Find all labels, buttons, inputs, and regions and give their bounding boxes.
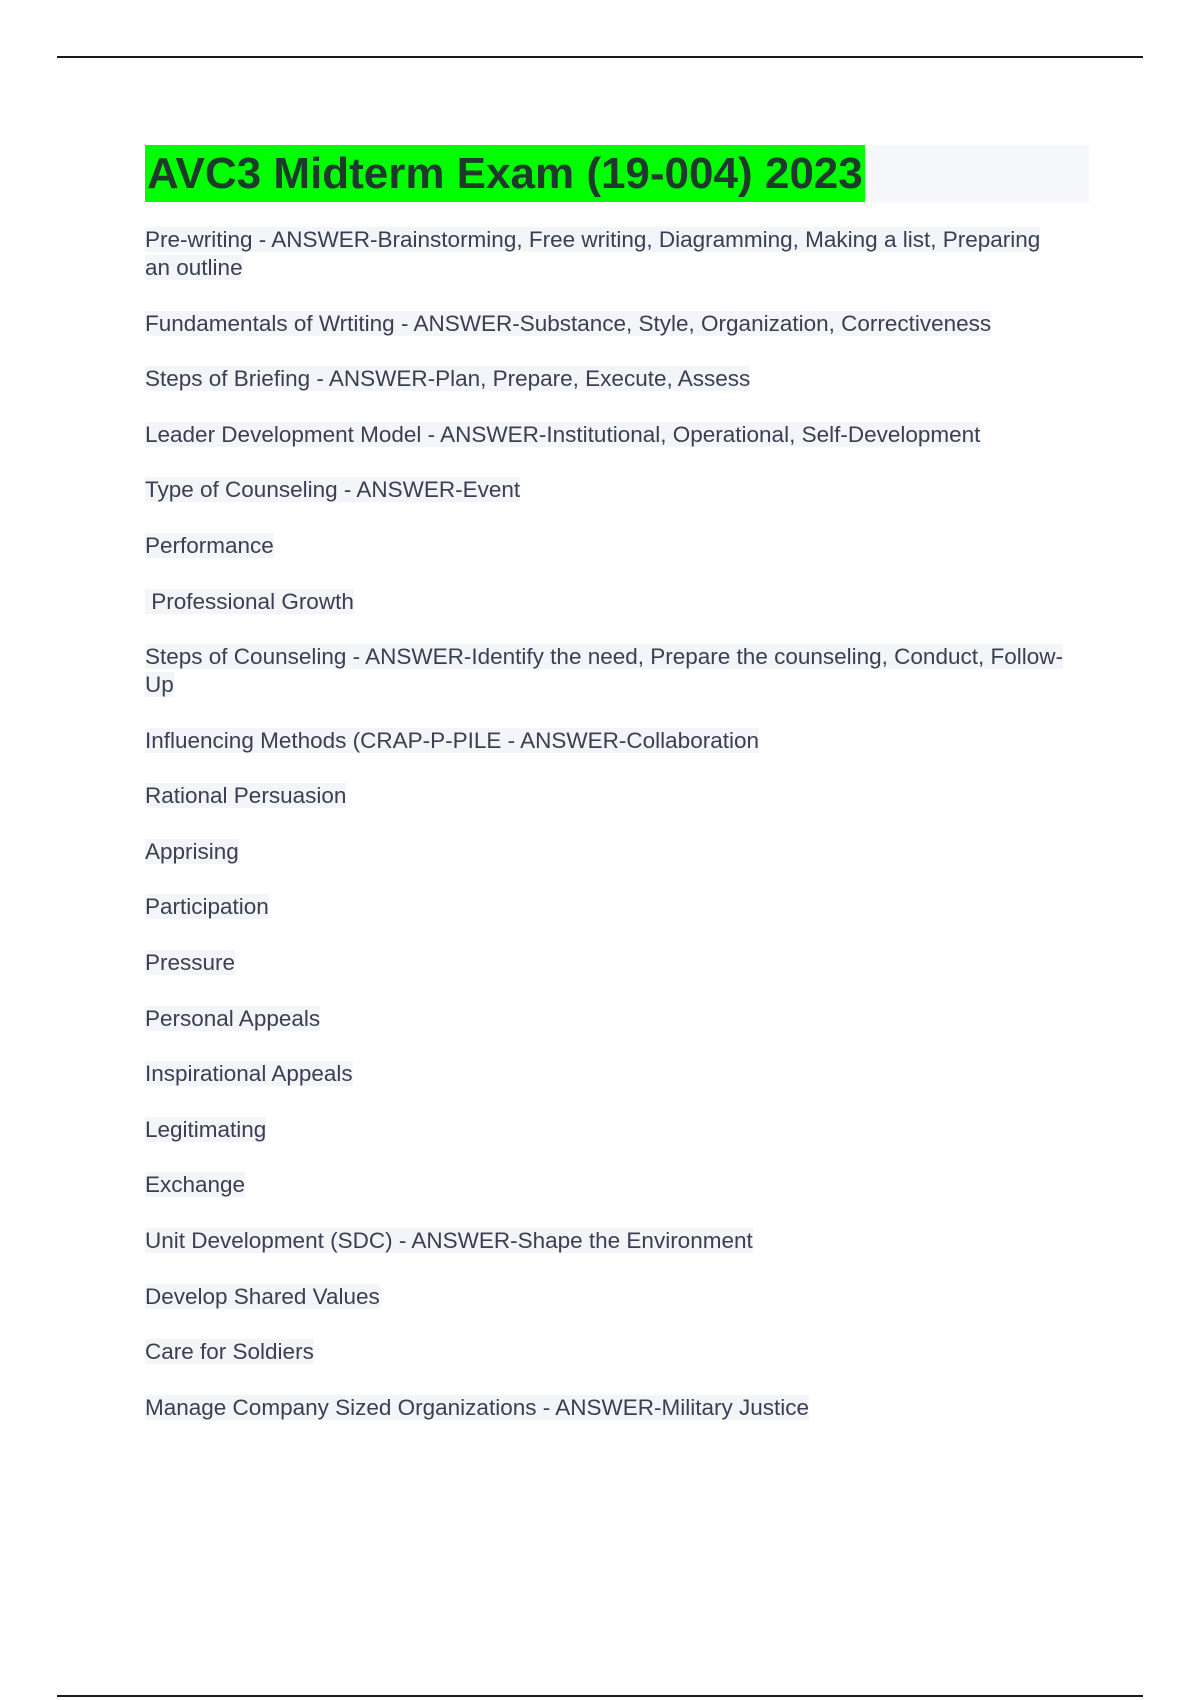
qa-entry: Participation (145, 894, 269, 919)
qa-entry: Leader Development Model - ANSWER-Institutional, Operational, Self-Development (145, 422, 981, 447)
qa-entry: Fundamentals of Wrtiting - ANSWER-Substance, Style, Organization, Correctiveness (145, 311, 992, 336)
qa-entry: Develop Shared Values (145, 1284, 380, 1309)
qa-entry: Steps of Counseling - ANSWER-Identify the need, Prepare the counseling, Conduct, Follow-Up (145, 644, 1063, 697)
document-title: AVC3 Midterm Exam (19-004) 2023 (145, 145, 865, 202)
qa-entry: Exchange (145, 1172, 246, 1197)
qa-entry: Legitimating (145, 1117, 267, 1142)
header-rule (57, 56, 1143, 58)
qa-entry: Care for Soldiers (145, 1339, 314, 1364)
qa-entry: Influencing Methods (CRAP-P-PILE - ANSWER-Collaboration (145, 728, 759, 753)
qa-entry: Performance (145, 533, 274, 558)
qa-entry: Pressure (145, 950, 236, 975)
qa-entry: Type of Counseling - ANSWER-Event (145, 477, 521, 502)
qa-entry: Apprising (145, 839, 239, 864)
qa-entry: Manage Company Sized Organizations - ANSWER-Military Justice (145, 1395, 809, 1420)
qa-entry: Unit Development (SDC) - ANSWER-Shape the Environment (145, 1228, 753, 1253)
title-bar (145, 145, 1089, 202)
qa-entry: Professional Growth (145, 589, 354, 614)
footer-rule (57, 1695, 1143, 1697)
qa-entry: Steps of Briefing - ANSWER-Plan, Prepare, Execute, Assess (145, 366, 751, 391)
qa-entry: Inspirational Appeals (145, 1061, 353, 1086)
qa-entry: Personal Appeals (145, 1006, 321, 1031)
qa-entry: Pre-writing - ANSWER-Brainstorming, Free writing, Diagramming, Making a list, Preparing an outline (145, 227, 1041, 280)
qa-entry: Rational Persuasion (145, 783, 347, 808)
